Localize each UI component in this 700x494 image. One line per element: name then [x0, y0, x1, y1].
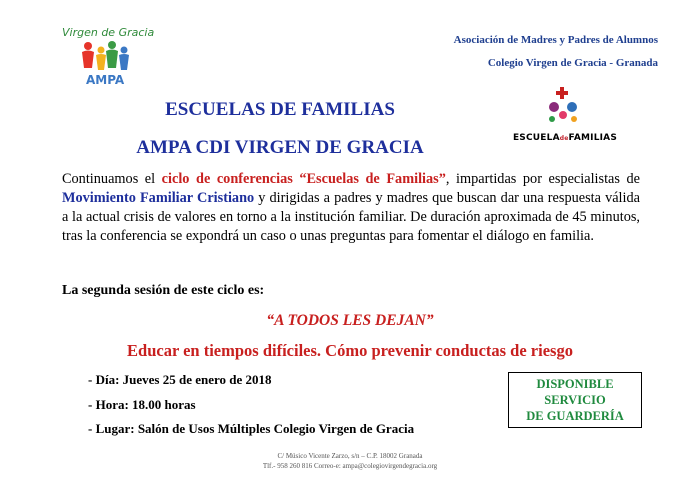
para-highlight-escuelas: “Escuelas de Familias” [299, 171, 446, 187]
para-highlight-ciclo: ciclo de conferencias [161, 171, 293, 187]
ampa-figures-icon [74, 38, 134, 78]
para-text: Continuamos el [62, 171, 162, 187]
guarderia-line3: DE GUARDERÍA [526, 409, 624, 423]
footer-contact: Tlf.- 958 260 816 Correo-e: ampa@colegiovirgendegracia.org [262, 462, 438, 470]
para-text: , impartidas por especialistas de [445, 171, 641, 187]
escuela-familias-label [506, 133, 624, 143]
detail-dia: - Día: Jueves 25 de enero de 2018 [88, 372, 272, 387]
familias-word: FAMILIAS [568, 133, 618, 143]
logo-tagline: Virgen de Gracia [62, 26, 155, 39]
footer-address: C/ Músico Vicente Zarzo, s/n – C.P. 18002 Granada [277, 452, 423, 460]
de-word: de [559, 135, 569, 142]
session-intro: La segunda sesión de este ciclo es: [62, 283, 265, 298]
escuela-word: ESCUELA [512, 133, 560, 143]
logo-ampa-text: AMPA [86, 73, 125, 87]
session-subtitle: Educar en tiempos difíciles. Cómo prevenir conductas de riesgo [127, 341, 573, 360]
para-highlight-movimiento: Movimiento Familiar Cristiano [62, 190, 255, 206]
detail-lugar: - Lugar: Salón de Usos Múltiples Colegio Virgen de Gracia [88, 421, 415, 436]
guarderia-box [508, 372, 642, 428]
association-name: Asociación de Madres y Padres de Alumnos [453, 34, 658, 46]
detail-hora: - Hora: 18.00 horas [88, 397, 196, 412]
session-title: “A TODOS LES DEJAN” [266, 312, 434, 329]
school-name: Colegio Virgen de Gracia - Granada [487, 57, 658, 69]
para-text: y dirigidas a padres y madres que buscan dar una respuesta válida a la actual crisis de valores en torno a la institución familiar. De duración aproximada de 45 minutos, tras la conferencia se expondrá un caso o unas preguntas para fomentar el diálogo en familia. [62, 190, 640, 244]
page-title: ESCUELAS DE FAMILIAS [165, 99, 395, 120]
guarderia-line2: SERVICIO [544, 393, 606, 407]
guarderia-line1: DISPONIBLE [536, 377, 614, 391]
intro-paragraph [62, 170, 640, 246]
escuela-familias-logo-icon [506, 85, 624, 155]
page-subtitle: AMPA CDI VIRGEN DE GRACIA [136, 137, 424, 158]
